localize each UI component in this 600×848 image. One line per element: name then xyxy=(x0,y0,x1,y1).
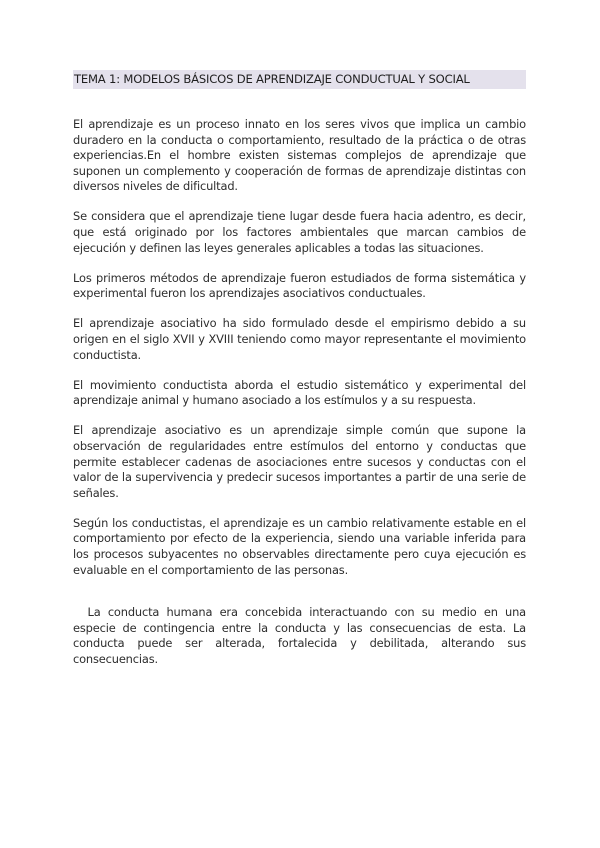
paragraph-6: El aprendizaje asociativo es un aprendizaje simple común que supone la observación de regularidades entre estímulos del entorno y conductas que permite establecer cadenas de asociaciones entre sucesos y conductas con el valor de la supervivencia y predecir sucesos importantes a partir de una serie de señales. xyxy=(73,423,526,500)
paragraph-4: El aprendizaje asociativo ha sido formulado desde el empirismo debido a su origen en el siglo XVII y XVIII teniendo como mayor representante el movimiento conductista. xyxy=(73,316,526,362)
paragraph-7: Según los conductistas, el aprendizaje es un cambio relativamente estable en el comportamiento por efecto de la experiencia, siendo una variable inferida para los procesos subyacentes no observables directamente pero cuya ejecución es evaluable en el comportamiento de las personas. xyxy=(73,515,526,577)
paragraph-2: Se considera que el aprendizaje tiene lugar desde fuera hacia adentro, es decir, que está originado por los factores ambientales que marcan cambios de ejecución y definen las leyes generales aplicables a todas las situaciones. xyxy=(73,209,526,255)
document-title: TEMA 1: MODELOS BÁSICOS DE APRENDIZAJE CONDUCTUAL Y SOCIAL xyxy=(73,70,526,89)
paragraph-5: El movimiento conductista aborda el estudio sistemático y experimental del aprendizaje animal y humano asociado a los estímulos y a su respuesta. xyxy=(73,377,526,408)
paragraph-1: El aprendizaje es un proceso innato en los seres vivos que implica un cambio duradero en la conducta o comportamiento, resultado de la práctica o de otras experiencias.En el hombre existen sistemas complejos de aprendizaje que suponen un complemento y cooperación de formas de aprendizaje distintas con diversos niveles de dificultad. xyxy=(73,117,526,194)
paragraph-8: La conducta humana era concebida interactuando con su medio en una especie de contingencia entre la conducta y las consecuencias de esta. La conducta puede ser alterada, fortalecida y debilitada, alterando sus consecuencias. xyxy=(73,605,530,667)
paragraph-3: Los primeros métodos de aprendizaje fueron estudiados de forma sistemática y experimental fueron los aprendizajes asociativos conductuales. xyxy=(73,270,526,301)
document-body xyxy=(73,117,530,682)
